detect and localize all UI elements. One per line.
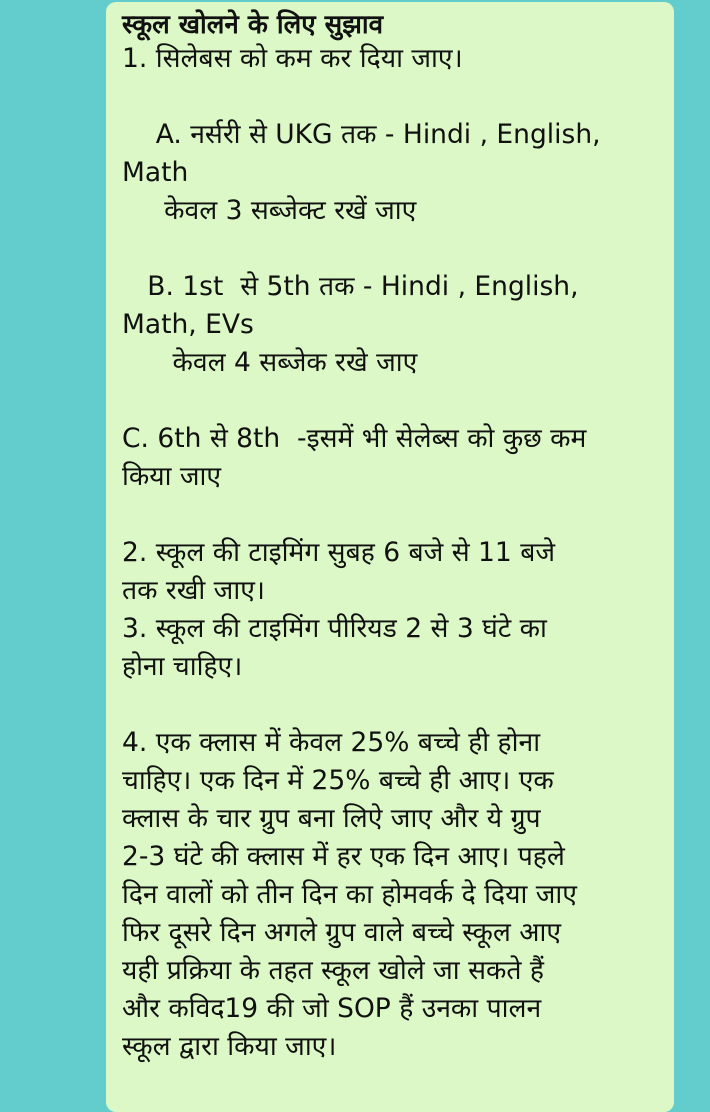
message-line-8: Math, EVs bbox=[122, 309, 254, 340]
message-line-14: 2. स्कूल की टाइमिंग सुबह 6 बजे से 11 बजे bbox=[122, 537, 556, 568]
message-line-15: तक रखी जाए। bbox=[122, 575, 265, 606]
message-line-12: किया जाए bbox=[122, 461, 222, 492]
message-line-18 bbox=[122, 686, 664, 724]
message-line-26: और कविद19 की जो SOP हैं उनका पालन bbox=[122, 993, 542, 1024]
message-line-13 bbox=[122, 496, 664, 534]
message-line-20: चाहिए। एक दिन में 25% बच्चे ही आए। एक bbox=[122, 765, 554, 796]
message-line-1: 1. सिलेबस को कम कर दिया जाए। bbox=[122, 43, 463, 74]
message-line-10 bbox=[122, 382, 664, 420]
message-line-3: A. नर्सरी से UKG तक - Hindi , English, bbox=[122, 119, 601, 150]
message-title: स्कूल खोलने के लिए सुझाव bbox=[122, 10, 384, 40]
message-line-24: फिर दूसरे दिन अगले ग्रुप वाले बच्चे स्कूल आए bbox=[122, 917, 561, 948]
message-line-11: C. 6th से 8th -इसमें भी सेलेब्स को कुछ कम bbox=[122, 423, 587, 454]
message-line-21: क्लास के चार ग्रुप बना लिऐ जाए और ये ग्रुप bbox=[122, 803, 541, 834]
message-line-6 bbox=[122, 230, 664, 268]
message-line-22: 2-3 घंटे की क्लास में हर एक दिन आए। पहले bbox=[122, 841, 565, 872]
message-line-27: स्कूल द्वारा किया जाए। bbox=[122, 1031, 337, 1062]
message-line-19: 4. एक क्लास में केवल 25% बच्चे ही होना bbox=[122, 727, 541, 758]
message-body bbox=[122, 40, 664, 1066]
message-line-17: होना चाहिए। bbox=[122, 651, 243, 682]
message-line-9: केवल 4 सब्जेक रखे जाए bbox=[122, 347, 418, 378]
message-line-4: Math bbox=[122, 157, 189, 188]
message-line-16: 3. स्कूल की टाइमिंग पीरियड 2 से 3 घंटे का bbox=[122, 613, 547, 644]
message-line-23: दिन वालों को तीन दिन का होमवर्क दे दिया जाए bbox=[122, 879, 577, 910]
message-line-7: B. 1st से 5th तक - Hindi , English, bbox=[122, 271, 579, 302]
message-line-5: केवल 3 सब्जेक्ट रखें जाए bbox=[122, 195, 417, 226]
message-line-25: यही प्रक्रिया के तहत स्कूल खोले जा सकते हैं bbox=[122, 955, 544, 986]
message-bubble[interactable] bbox=[106, 2, 674, 1112]
message-line-2 bbox=[122, 78, 664, 116]
